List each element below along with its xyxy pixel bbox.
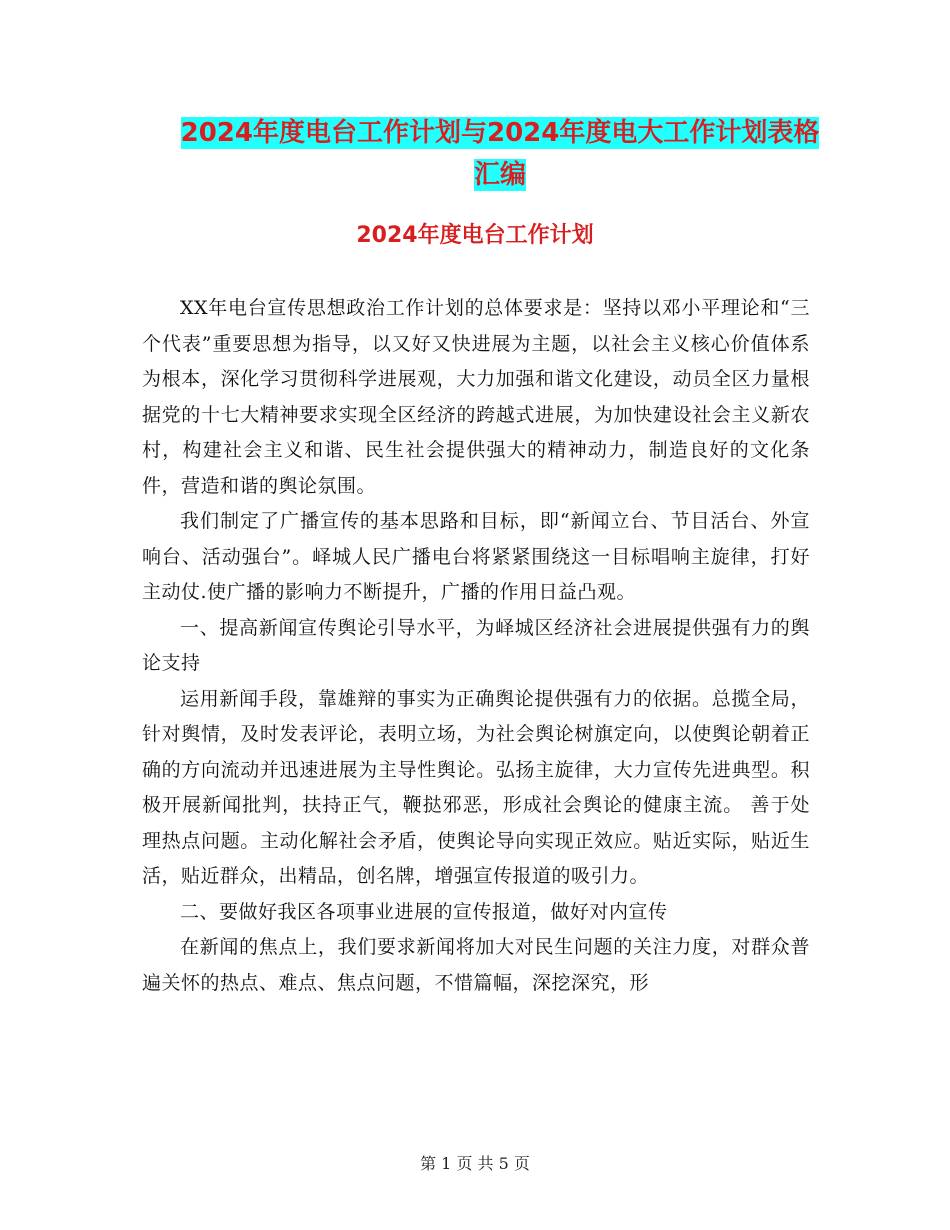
paragraph-intro: XX年电台宣传思想政治工作计划的总体要求是：坚持以邓小平理论和“三个代表”重要思想为指导，以又好又快进展为主题，以社会主义核心价值体系为根本，深化学习贯彻科学进展观，大力加强和谐文化建设，动员全区力量根据党的十七大精神要求实现全区经济的跨越式进展，为加快建设社会主义新农村，构建社会主义和谐、民生社会提供强大的精神动力，制造良好的文化条件，营造和谐的舆论氛围。 xyxy=(142,297,810,497)
paragraph-focus: 在新闻的焦点上，我们要求新闻将加大对民生问题的关注力度，对群众普遍关怀的热点、难点、焦点问题，不惜篇幅，深挖深究，形 xyxy=(142,936,810,994)
paragraph-heading-1: 一、提高新闻宣传舆论引导水平，为峄城区经济社会进展提供强有力的舆论支持 xyxy=(142,616,810,674)
paragraph-goals: 我们制定了广播宣传的基本思路和目标，即“新闻立台、节目活台、外宣响台、活动强台”。峄城人民广播电台将紧紧围绕这一目标唱响主旋律，打好主动仗.使广播的影响力不断提升，广播的作用日益凸观。 xyxy=(142,510,810,603)
document-title-line-2: 汇编 xyxy=(473,160,526,190)
document-title xyxy=(150,112,850,196)
page-number-footer: 第 1 页 共 5 页 xyxy=(420,1154,530,1173)
paragraph-news-methods: 运用新闻手段，靠雄辩的事实为正确舆论提供强有力的依据。总揽全局，针对舆情，及时发表评论，表明立场，为社会舆论树旗定向，以使舆论朝着正确的方向流动并迅速进展为主导性舆论。弘扬主旋律，大力宣传先进典型。积极开展新闻批判，扶持正气，鞭挞邪恶，形成社会舆论的健康主流。 善于处理热点问题。主动化解社会矛盾，使舆论导向实现正效应。贴近实际，贴近生活，贴近群众，出精品，创名牌，增强宣传报道的吸引力。 xyxy=(142,687,810,887)
section-title: 2024年度电台工作计划 xyxy=(356,223,594,248)
document-title-line-1: 2024年度电台工作计划与2024年度电大工作计划表格 xyxy=(180,118,820,148)
paragraph-heading-2: 二、要做好我区各项事业进展的宣传报道，做好对内宣传 xyxy=(180,900,668,923)
document-body xyxy=(142,291,810,1001)
